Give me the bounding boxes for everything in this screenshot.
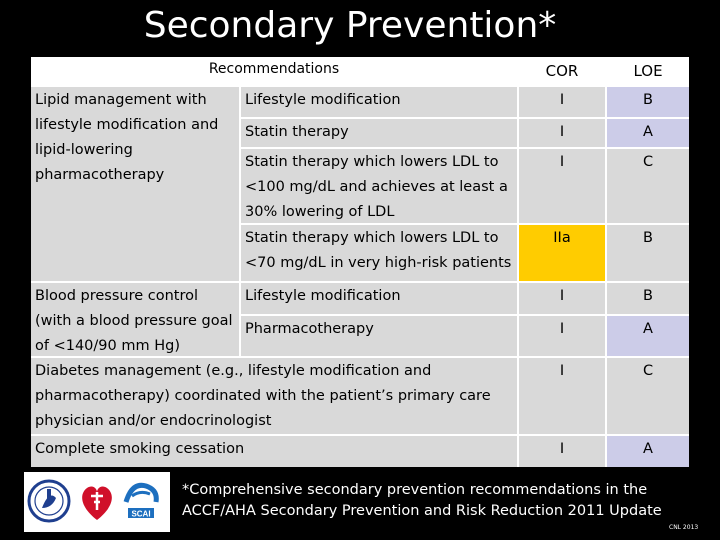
loe-cell: C xyxy=(607,358,689,434)
svg-text:SCAI: SCAI xyxy=(131,509,151,519)
header-cor: COR xyxy=(519,57,605,85)
rec-line: Lifestyle modification xyxy=(245,288,401,304)
rec-line: Pharmacotherapy xyxy=(245,321,374,337)
rec-statin xyxy=(241,119,517,147)
group-lipid xyxy=(31,87,239,281)
rec-statin-ldl-100 xyxy=(241,149,517,223)
rec-line: Complete smoking cessation xyxy=(35,441,245,457)
footnote-line: *Comprehensive secondary prevention recommendations in the xyxy=(182,482,648,498)
group-lipid-line: Lipid management with xyxy=(35,92,207,108)
loe-cell: C xyxy=(607,149,689,223)
loe-cell: B xyxy=(607,283,689,314)
cor-cell: I xyxy=(519,316,605,356)
cor-cell: I xyxy=(519,149,605,223)
rec-lifestyle-bp xyxy=(241,283,517,314)
rec-pharmacotherapy xyxy=(241,316,517,356)
rec-line: 30% lowering of LDL xyxy=(245,204,395,220)
loe-cell: B xyxy=(607,225,689,281)
rec-statin-ldl-70 xyxy=(241,225,517,281)
rec-line: Lifestyle modification xyxy=(245,92,401,108)
cor-cell: I xyxy=(519,87,605,117)
cor-cell: IIa xyxy=(519,225,605,281)
logo-strip xyxy=(24,472,170,532)
footnote-line: ACCF/AHA Secondary Prevention and Risk Reduction 2011 Update xyxy=(182,503,662,519)
group-lipid-line: lipid-lowering xyxy=(35,142,133,158)
loe-cell: A xyxy=(607,436,689,467)
rec-line: pharmacotherapy) coordinated with the patient’s primary care xyxy=(35,388,491,404)
cor-cell: I xyxy=(519,119,605,147)
rec-line: <100 mg/dL and achieves at least a xyxy=(245,179,508,195)
group-bp-line: (with a blood pressure goal xyxy=(35,313,233,329)
page-title: Secondary Prevention* xyxy=(143,5,557,46)
scai-logo xyxy=(126,485,156,518)
rec-diabetes xyxy=(31,358,517,434)
accf-logo xyxy=(29,481,69,521)
group-lipid-line: pharmacotherapy xyxy=(35,167,165,183)
loe-cell: A xyxy=(607,316,689,356)
rec-line: Statin therapy which lowers LDL to xyxy=(245,230,499,246)
group-lipid-line: lifestyle modification and xyxy=(35,117,219,133)
rec-line: <70 mg/dL in very high-risk patients xyxy=(245,255,512,271)
header-loe: LOE xyxy=(607,57,689,85)
cor-cell: I xyxy=(519,283,605,314)
cor-cell: I xyxy=(519,436,605,467)
group-bp xyxy=(31,283,239,356)
corner-label: CNL 2013 xyxy=(669,524,699,531)
rec-smoking xyxy=(31,436,517,467)
loe-cell: B xyxy=(607,87,689,117)
cor-cell: I xyxy=(519,358,605,434)
group-bp-line: Blood pressure control xyxy=(35,288,199,304)
rec-line: physician and/or endocrinologist xyxy=(35,413,272,429)
rec-line: Statin therapy which lowers LDL to xyxy=(245,154,499,170)
footnote xyxy=(182,480,662,522)
loe-cell: A xyxy=(607,119,689,147)
rec-line: Diabetes management (e.g., lifestyle modification and xyxy=(35,363,432,379)
rec-line: Statin therapy xyxy=(245,124,349,140)
header-recommendations: Recommendations xyxy=(31,57,517,85)
group-bp-line: of <140/90 mm Hg) xyxy=(35,338,180,354)
aha-heart-logo xyxy=(82,487,112,520)
rec-lifestyle-lipid xyxy=(241,87,517,117)
